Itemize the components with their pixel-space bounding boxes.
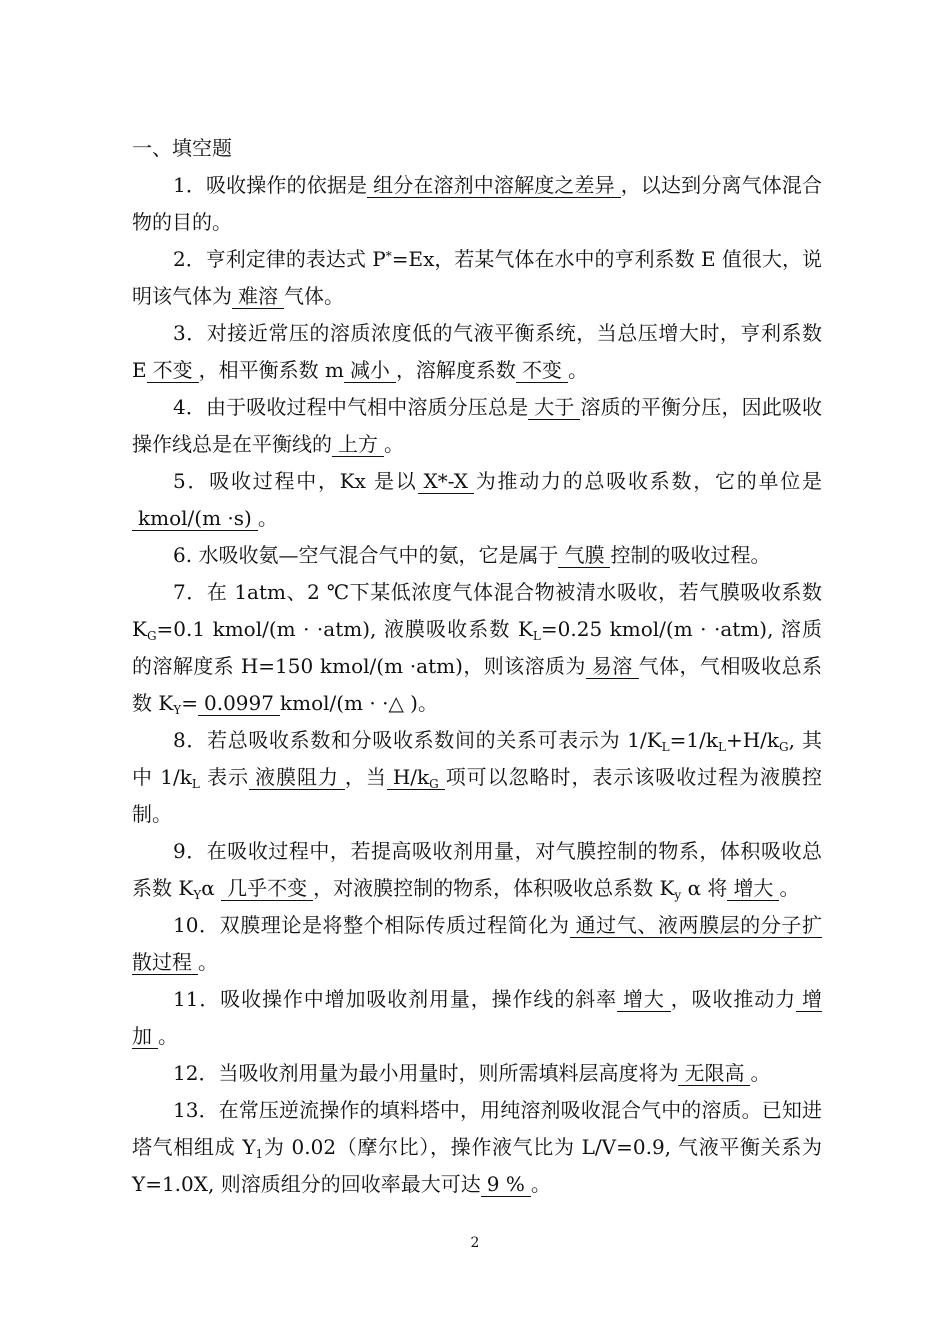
q9-text-c: ，对液膜控制的物系，体积吸收总系数 K xyxy=(313,876,675,900)
q5-text-c: 为推动力的总吸收系数，它的单位是 xyxy=(474,469,822,493)
q11-answer-1: 增大 xyxy=(617,987,671,1012)
q12-text-a: 12．当吸收剂用量为最小用量时，则所需填料层高度将为 xyxy=(173,1061,679,1085)
q9-text-d: α 将 xyxy=(687,876,728,900)
q8-answer-2-text: H/k xyxy=(392,765,430,789)
q8-text-a: 8．若总吸收系数和分吸收系数间的关系可表示为 1/K xyxy=(173,728,662,752)
q7-sub-2: L xyxy=(532,629,541,643)
q7-text-e: = xyxy=(181,691,198,715)
q5-text-a: 5．吸收过程中，Kx 是以 xyxy=(173,469,418,493)
question-2 xyxy=(132,241,822,315)
q8-answer-1: 液膜阻力 xyxy=(249,765,345,790)
q9-text-e: 。 xyxy=(779,876,800,900)
q2-answer-1: 难溶 xyxy=(232,284,284,309)
section-title: 一、填空题 xyxy=(132,136,232,160)
question-3 xyxy=(132,315,822,389)
q2-text-b: =Ex，若某气体在水中的亨利系数 E 值很大，说明该气体为 xyxy=(132,247,822,308)
q4-answer-2: 上方 xyxy=(332,432,384,457)
q6-answer-1: 气膜 xyxy=(558,543,610,568)
q1-text-c: ，以达到分离气体混合物的目的。 xyxy=(132,173,823,234)
q7-text-d: 气体，气相吸收总系数 K xyxy=(132,654,823,715)
q8-sub-2: L xyxy=(717,740,726,754)
q7-text-b: =0.1 kmol/(m · ·atm), 液膜吸收系数 K xyxy=(156,617,533,641)
question-7 xyxy=(132,574,822,722)
question-12 xyxy=(132,1055,822,1092)
q8-sub-1: L xyxy=(661,740,670,754)
q4-text-c: 溶质的平衡分压，因此吸收操作线总是在平衡线的 xyxy=(132,395,822,456)
q7-sub-1: G xyxy=(146,629,157,643)
q9-sub-1: Y xyxy=(193,888,202,902)
q3-text-c: ，相平衡系数 m xyxy=(198,358,344,382)
question-list xyxy=(132,130,822,1203)
q4-text-a: 4．由于吸收过程中气相中溶质分压总是 xyxy=(173,395,529,419)
q3-answer-1: 不变 xyxy=(147,358,199,383)
q13-text-b: 为 0.02（摩尔比），操作液气比为 L/V=0.9, 气液平衡关系为 Y=1.0X, 则溶质组分的回收率最大可达 xyxy=(132,1135,822,1196)
q5-answer-1: X*-X xyxy=(418,469,475,494)
q10-answer-1: 通过气、液两膜层的分子扩散过程 xyxy=(132,913,822,974)
q8-sub-4: L xyxy=(191,777,200,791)
q2-text-a: 2．亨利定律的表达式 P xyxy=(173,247,386,271)
q13-text-c: 。 xyxy=(530,1172,551,1196)
question-9 xyxy=(132,833,822,907)
q12-answer-1: 无限高 xyxy=(678,1061,750,1086)
question-13 xyxy=(132,1092,822,1203)
page-number: 2 xyxy=(470,1235,480,1251)
q7-text-f: kmol/(m · ·△ )。 xyxy=(279,691,438,715)
q2-text-c: 气体。 xyxy=(284,284,344,308)
q10-text-c: 。 xyxy=(198,950,218,974)
q5-answer-2: kmol/(m ·s) xyxy=(132,506,258,531)
q5-text-d: 。 xyxy=(257,506,278,530)
q8-text-g: 项可以忽略时，表示该吸收过程为液膜控制。 xyxy=(132,765,823,826)
q8-text-f: ，当 xyxy=(344,765,387,789)
q11-answer-2: 增加 xyxy=(132,987,823,1048)
q8-text-b: =1/k xyxy=(669,728,718,752)
q9-text-b: α xyxy=(201,876,215,900)
question-1 xyxy=(132,167,822,241)
q3-text-a: 3．对接近常压的溶质浓度低的气液平衡系统，当总压增大时，亨利系数 E xyxy=(132,321,822,382)
q9-answer-1: 几乎不变 xyxy=(221,876,313,901)
q8-text-e: 表示 xyxy=(199,765,250,789)
q10-text-a: 10．双膜理论是将整个相际传质过程简化为 xyxy=(173,913,570,937)
question-4 xyxy=(132,389,822,463)
q4-text-d: 。 xyxy=(384,432,404,456)
q13-text-a: 13．在常压逆流操作的填料塔中，用纯溶剂吸收混合气中的溶质。已知进塔气相组成 Y xyxy=(132,1098,822,1159)
q3-text-e: 。 xyxy=(567,358,588,382)
q6-text-c: 控制的吸收过程。 xyxy=(610,543,771,567)
q2-sup: * xyxy=(385,249,392,263)
q7-answer-2: 0.0997 xyxy=(198,691,280,716)
q7-sub-3: Y xyxy=(173,703,182,717)
question-6 xyxy=(132,537,822,574)
q7-text-c: =0.25 kmol/(m · ·atm), 溶质的溶解度系 H=150 kmol/(m ·atm)，则该溶质为 xyxy=(132,617,823,678)
q13-answer-1: 9 % xyxy=(481,1172,531,1197)
q8-text-d: , 其中 1/k xyxy=(132,728,822,789)
q8-answer-2 xyxy=(387,765,445,790)
q13-sub-1: 1 xyxy=(255,1147,264,1161)
question-11 xyxy=(132,981,822,1055)
q8-sub-5: G xyxy=(429,777,439,791)
q3-answer-3: 不变 xyxy=(516,358,568,383)
q6-text-a: 6. 水吸收氨—空气混合气中的氨，它是属于 xyxy=(173,543,559,567)
q9-sub-2: y xyxy=(674,888,682,902)
q7-text-a: 7．在 1atm、2 ℃下某低浓度气体混合物被清水吸收，若气膜吸收系数 K xyxy=(132,580,822,641)
question-5 xyxy=(132,463,822,537)
q8-text-c: +H/k xyxy=(725,728,780,752)
q3-answer-2: 减小 xyxy=(344,358,396,383)
q1-text-a: 1．吸收操作的依据是 xyxy=(173,173,368,197)
q1-answer-1: 组分在溶剂中溶解度之差异 xyxy=(367,173,621,198)
q11-text-a: 11．吸收操作中增加吸收剂用量，操作线的斜率 xyxy=(173,987,617,1011)
q11-text-d: 。 xyxy=(158,1024,178,1048)
q12-text-c: 。 xyxy=(750,1061,771,1085)
q8-sub-3: G xyxy=(779,740,789,754)
q9-answer-2: 增大 xyxy=(727,876,779,901)
q9-text-a: 9．在吸收过程中，若提高吸收剂用量，对气膜控制的物系，体积吸收总系数 K xyxy=(132,839,822,900)
question-8 xyxy=(132,722,822,833)
question-10 xyxy=(132,907,822,981)
q3-text-d: ，溶解度系数 xyxy=(395,358,516,382)
q7-answer-1: 易溶 xyxy=(586,654,639,679)
q4-answer-1: 大于 xyxy=(528,395,580,420)
q11-text-c: ，吸收推动力 xyxy=(670,987,797,1011)
